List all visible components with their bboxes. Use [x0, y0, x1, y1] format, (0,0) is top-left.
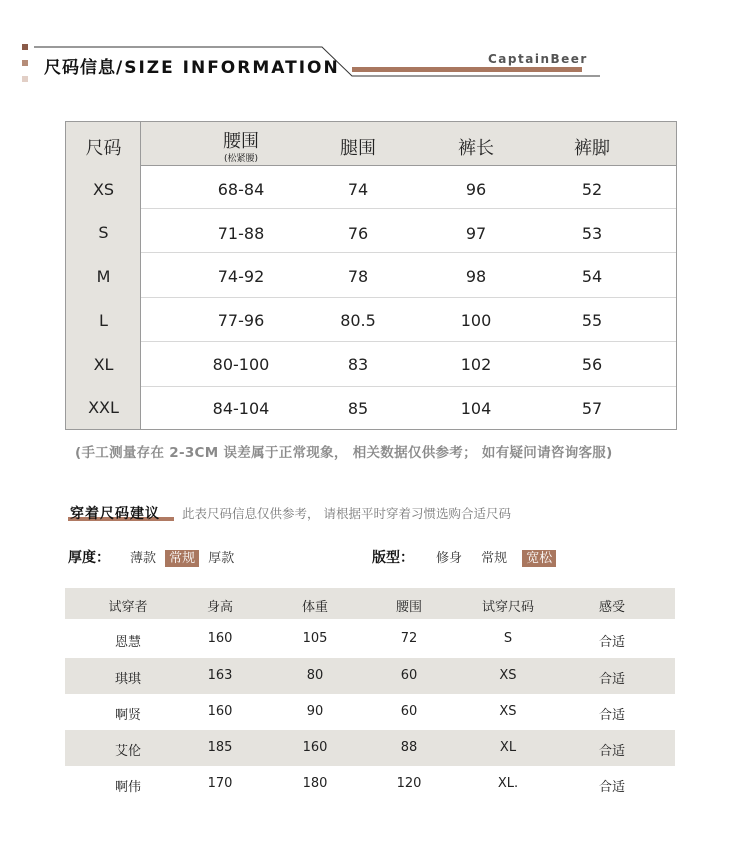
fit-cell: 72: [400, 631, 418, 646]
fit-cell: XS: [499, 668, 517, 683]
fit-cell: 合适: [598, 744, 625, 759]
brand-logo-text: CaptainBeer: [488, 52, 588, 66]
title-en: /SIZE INFORMATION: [116, 58, 340, 78]
size-cell: 71-88: [217, 224, 265, 243]
fit-cell: 啊伟: [114, 780, 141, 795]
size-cell: 74-92: [217, 267, 265, 286]
fit-table-row: [65, 730, 675, 766]
size-cell: 84-104: [212, 399, 270, 418]
size-header-length: 裤长: [458, 138, 494, 159]
fit-cell: 160: [302, 740, 328, 755]
fit-header-height: 身高: [206, 600, 233, 615]
fit-cell: 合适: [598, 708, 625, 723]
fit-cell: XL.: [497, 776, 519, 791]
fit-option-slim: 修身: [436, 551, 463, 566]
fit-table-row: [65, 621, 675, 657]
size-cell: 54: [581, 267, 603, 286]
size-header-thigh: 腿围: [340, 138, 376, 159]
row-divider: [141, 341, 676, 342]
size-cell: 78: [347, 267, 369, 286]
fit-header-weight: 体重: [301, 600, 328, 615]
size-cell: 52: [581, 180, 603, 199]
size-cell: 80.5: [340, 311, 376, 330]
size-cell: 104: [460, 399, 492, 418]
size-header-waist: [181, 127, 301, 164]
fit-options: [432, 547, 556, 566]
fit-header-tester: 试穿者: [108, 600, 148, 615]
row-divider: [141, 252, 676, 253]
size-cell: 102: [460, 355, 492, 374]
size-cell: 57: [581, 399, 603, 418]
size-cell: 96: [465, 180, 487, 199]
fit-cell: 160: [207, 631, 233, 646]
suggestion-title: 穿着尺码建议: [70, 506, 160, 522]
fit-cell: 185: [207, 740, 233, 755]
size-cell: 77-96: [217, 311, 265, 330]
size-cell: M: [96, 267, 111, 286]
fit-cell: 180: [302, 776, 328, 791]
fit-cell: 90: [306, 704, 324, 719]
size-header-hem: 裤脚: [574, 138, 610, 159]
fit-cell: 120: [396, 776, 422, 791]
fit-table-row: [65, 694, 675, 730]
row-divider: [141, 386, 676, 387]
fit-option-loose: 宽松: [522, 550, 556, 567]
size-cell: 53: [581, 224, 603, 243]
fit-table-row: [65, 658, 675, 694]
size-cell: L: [99, 311, 108, 330]
fit-cell: 合适: [598, 635, 625, 650]
size-cell: 85: [347, 399, 369, 418]
waist-sub-label: (松紧腰): [223, 154, 259, 164]
fit-header-feel: 感受: [598, 600, 625, 615]
fit-cell: 合适: [598, 780, 625, 795]
size-cell: 56: [581, 355, 603, 374]
fit-cell: 合适: [598, 672, 625, 687]
fit-cell: 60: [400, 668, 418, 683]
size-cell: 97: [465, 224, 487, 243]
size-cell: 76: [347, 224, 369, 243]
size-cell: XXL: [88, 398, 119, 417]
row-divider: [141, 297, 676, 298]
fit-option-regular: 常规: [481, 551, 508, 566]
page-title: [44, 53, 340, 78]
fit-cell: 88: [400, 740, 418, 755]
thickness-option-regular: 常规: [165, 550, 199, 567]
fit-cell: S: [503, 631, 513, 646]
fit-header-size: 试穿尺码: [481, 600, 534, 615]
title-cn: 尺码信息: [44, 58, 116, 78]
size-cell: 83: [347, 355, 369, 374]
thickness-options: [126, 547, 238, 566]
fit-table-row: [65, 766, 675, 802]
size-cell: 74: [347, 180, 369, 199]
fit-header-waist: 腰围: [395, 600, 422, 615]
size-header-size: 尺码: [85, 138, 122, 159]
fit-cell: 105: [302, 631, 328, 646]
thickness-option-thick: 厚款: [208, 551, 235, 566]
fit-cell: 170: [207, 776, 233, 791]
size-cell: 80-100: [212, 355, 270, 374]
size-cell: 98: [465, 267, 487, 286]
size-cell: XS: [92, 180, 115, 199]
fit-cell: 160: [207, 704, 233, 719]
measurement-note: (手工测量存在 2-3CM 误差属于正常现象， 相关数据仅供参考； 如有疑问请咨询客服): [75, 445, 613, 461]
thickness-option-thin: 薄款: [130, 551, 157, 566]
suggestion-text: 此表尺码信息仅供参考， 请根据平时穿着习惯选购合适尺码: [182, 506, 511, 521]
row-divider: [141, 208, 676, 209]
thickness-label: 厚度：: [68, 550, 110, 566]
size-cell: 55: [581, 311, 603, 330]
size-cell: 100: [460, 311, 492, 330]
fit-cell: 琪琪: [114, 672, 141, 687]
size-cell: S: [98, 223, 109, 242]
fit-label: 版型：: [372, 550, 414, 566]
fit-cell: XS: [499, 704, 517, 719]
size-cell: 68-84: [217, 180, 265, 199]
fit-table-header: [65, 588, 675, 619]
fit-cell: 啊贤: [114, 708, 141, 723]
fit-cell: 恩慧: [114, 635, 141, 650]
waist-label: 腰围: [223, 131, 259, 152]
size-cell: XL: [93, 355, 114, 374]
size-table: [65, 121, 677, 430]
fit-cell: 163: [207, 668, 233, 683]
fit-cell: 艾伦: [114, 744, 141, 759]
fit-cell: 80: [306, 668, 324, 683]
fit-cell: 60: [400, 704, 418, 719]
fit-cell: XL: [499, 740, 517, 755]
